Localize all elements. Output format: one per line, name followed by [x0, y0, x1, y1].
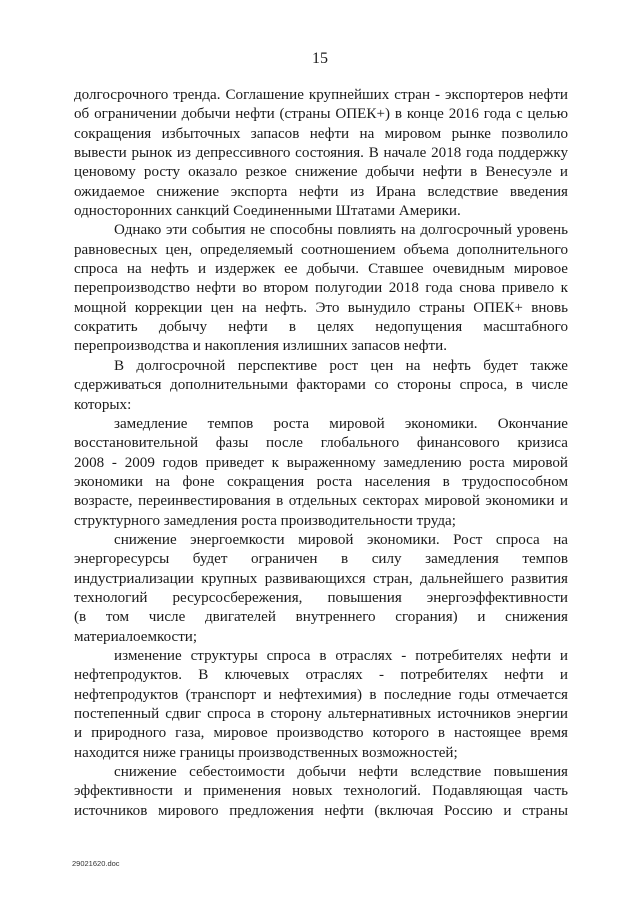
text-line: нефтепродуктов. В ключевых отраслях - потребителях нефти и: [74, 667, 568, 684]
text-line: сдерживаться дополнительными факторами со стороны спроса, в числе: [74, 377, 568, 394]
text-line: структурного замедления роста производительности труда;: [74, 512, 456, 529]
text-line: 2008 - 2009 годов приведет к выраженному замедлению роста мировой: [74, 454, 568, 471]
text-line: эффективности и применения новых технологий. Подавляющая часть: [74, 783, 568, 800]
paragraph: [74, 531, 568, 647]
text-line: энергоресурсы будет ограничен в силу замедления темпов: [74, 551, 568, 568]
text-line: мощной коррекции цен на нефть. Это вынудило страны ОПЕК+ вновь: [74, 299, 568, 316]
text-line: снижение энергоемкости мировой экономики. Рост спроса на: [114, 531, 568, 548]
paragraph: [74, 763, 568, 821]
text-line: об ограничении добычи нефти (страны ОПЕК+) в конце 2016 года с целью: [74, 106, 568, 123]
text-line: спроса на нефть и издержек ее добычи. Ставшее очевидным мировое: [74, 261, 568, 278]
text-line: односторонних санкций Соединенными Штатами Америки.: [74, 203, 461, 220]
text-line: технологий ресурсосбережения, повышения энергоэффективности: [74, 589, 568, 606]
text-line: равновесных цен, определяемый соотношением объема дополнительного: [74, 241, 568, 258]
paragraph: [74, 357, 568, 415]
text-line: Однако эти события не способны повлиять на долгосрочный уровень: [114, 222, 568, 239]
text-line: ожидаемое снижение экспорта нефти из Ирана вследствие введения: [74, 183, 568, 200]
text-line: вывести рынок из депрессивного состояния. В начале 2018 года поддержку: [74, 145, 568, 162]
text-line: постепенный сдвиг спроса в сторону альтернативных источников энергии: [74, 706, 568, 722]
text-line: (в том числе двигателей внутреннего сгорания) и снижения: [74, 609, 568, 626]
paragraph: [74, 415, 568, 531]
page-number: 15: [312, 50, 328, 67]
text-line: восстановительной фазы после глобального финансового кризиса: [74, 435, 568, 452]
paragraph: [74, 86, 568, 221]
text-line: замедление темпов роста мировой экономики. Окончание: [114, 415, 568, 432]
text-line: долгосрочного тренда. Соглашение крупнейших стран - экспортеров нефти: [74, 87, 568, 103]
text-line: материалоемкости;: [74, 628, 198, 645]
text-line: перепроизводство нефти во втором полугодии 2018 года снова привело к: [74, 280, 568, 297]
text-line: экономики на фоне сокращения роста населения в трудоспособном: [74, 473, 568, 490]
text-line: сокращения избыточных запасов нефти на мировом рынке позволило: [74, 125, 568, 142]
text-line: источников мирового предложения нефти (включая Россию и страны: [74, 802, 568, 819]
text-line: снижение себестоимости добычи нефти вследствие повышения: [114, 764, 568, 781]
paragraph: [74, 647, 568, 763]
text-line: нефтепродуктов (транспорт и нефтехимия) в последние годы отмечается: [74, 686, 568, 703]
text-line: индустриализации крупных развивающихся стран, дальнейшего развития: [74, 570, 568, 587]
text-line: находится ниже границы производственных возможностей;: [74, 744, 458, 761]
text-line: сократить добычу нефти в целях недопущения масштабного: [74, 319, 568, 336]
text-line: перепроизводства и накопления излишних запасов нефти.: [74, 338, 447, 355]
text-line: возрасте, переинвестирования в отдельных секторах мировой экономики и: [74, 493, 568, 510]
text-line: которых:: [74, 396, 132, 413]
document-body: [74, 86, 568, 821]
text-line: изменение структуры спроса в отраслях - потребителях нефти и: [114, 647, 568, 664]
footer-file-code: 29021620.doc: [72, 859, 120, 868]
text-line: ценовому росту оказало резкое снижение добычи нефти в Венесуэле и: [74, 164, 568, 181]
text-line: В долгосрочной перспективе рост цен на нефть будет также: [114, 357, 568, 374]
paragraph: [74, 221, 568, 356]
text-line: и природного газа, мировое производство которого в настоящее время: [74, 725, 568, 742]
